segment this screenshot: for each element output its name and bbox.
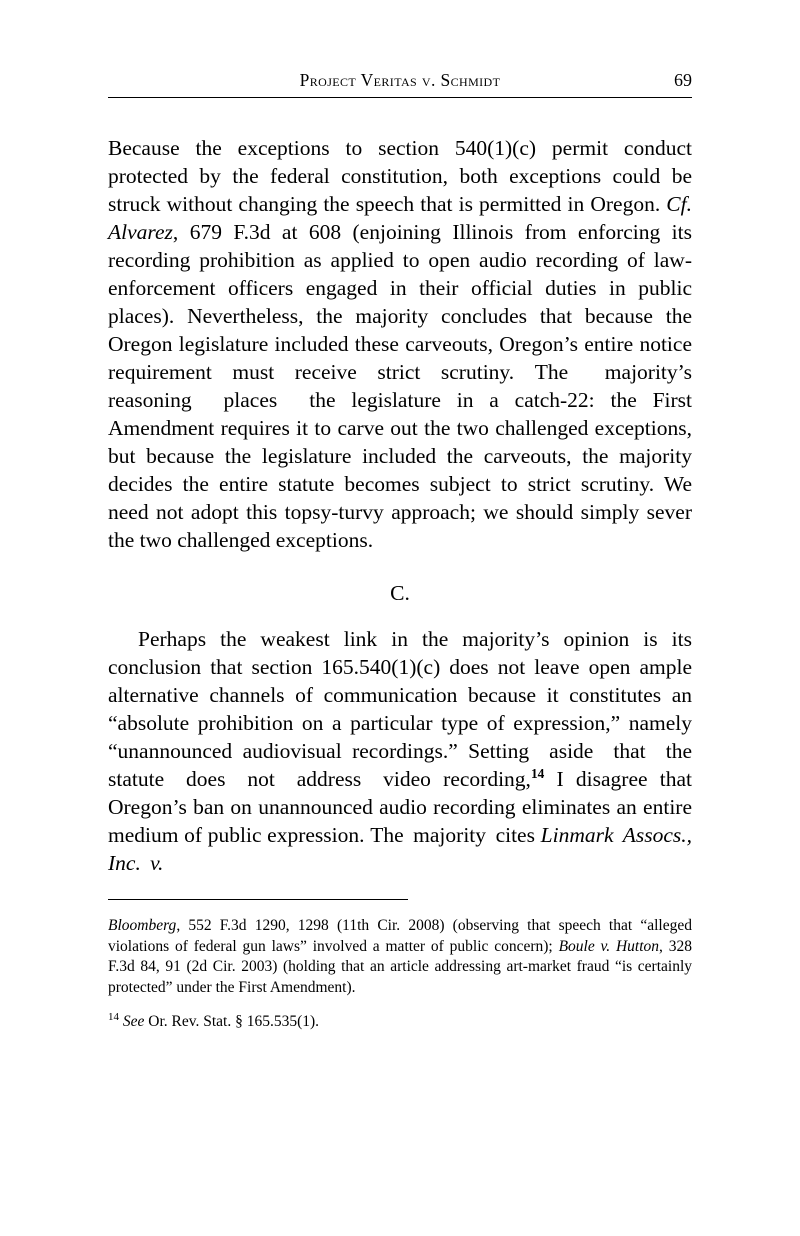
footnote-continued-text-b: , 552 F.3d 1290, 1298 (11th Cir. 2008) (observing that speech that “alleged violations of federal gun laws” involved a matter of public concern); xyxy=(108,917,692,955)
running-title: Project Veritas v. Schmidt xyxy=(299,70,501,90)
footnote-14-number: 14 xyxy=(108,1011,119,1024)
footnote-case-boule: Boule v. Hutton xyxy=(558,937,660,955)
paragraph-2-segment-c: recording, xyxy=(443,767,531,791)
footnote-14-text: Or. Rev. Stat. § 165.535(1). xyxy=(144,1013,320,1031)
case-citation-linmark: Linmark Assocs., Inc. v. xyxy=(108,823,692,875)
body-text xyxy=(108,134,692,877)
page-number: 69 xyxy=(674,70,692,90)
paragraph-1 xyxy=(108,134,692,554)
paragraph-1-segment-c: , 679 F.3d at 608 (enjoining Illinois from enforcing its recording prohibition as applied to open audio recording of law-enforcement officers engaged in their official duties in public places). Nevertheless, the majority concludes that because the Oregon legislature included these carveouts, Oregon’s entire notice requirement must receive strict scrutiny. xyxy=(108,220,692,384)
paragraph-1-segment-e: legislature in a catch-22: the First Amendment requires it to carve out the two challenged exceptions, but because the legislature included the carveouts, the majority decides the entire statute becomes subject to strict scrutiny. We need not adopt this topsy-turvy approach; we should simply sever the two challenged exceptions. xyxy=(108,388,693,552)
paragraph-2-segment-e: I disagree that Oregon’s ban on unannounced audio recording eliminates an entire medium of public expression. xyxy=(108,767,693,847)
page-content xyxy=(108,70,692,1033)
footnote-14-signal: See xyxy=(122,1013,145,1031)
paragraph-2 xyxy=(108,625,692,877)
footnote-continued-text-d: , 328 F.3d 84, 91 (2d Cir. 2003) (holding that an article addressing art-market fraud “is certainly protected” under the First Amendment). xyxy=(108,937,692,996)
footnote-14 xyxy=(108,1012,692,1033)
paragraph-1-segment-d: The majority’s reasoning places the xyxy=(108,360,692,412)
section-label: C. xyxy=(390,581,410,605)
page-header xyxy=(108,70,692,98)
footnote-continued xyxy=(108,916,692,998)
footnote-reference-14: 14 xyxy=(530,765,545,781)
paragraph-2-segment-a: Perhaps the weakest link in the majority’s opinion is its conclusion that section 165.540(1)(c) does not leave open ample alternative channels of communication because it constitutes an “absolute prohibition on a particular type of expression,” namely “unannounced audiovisual recordings.” xyxy=(108,627,692,763)
paragraph-2-segment-b: Setting aside that the statute does not address video xyxy=(108,739,692,791)
footnote-area xyxy=(108,916,692,1033)
footnote-separator-rule xyxy=(108,899,408,900)
paragraph-1-segment-a: Because the exceptions to section 540(1)(c) permit conduct protected by the federal constitution, both exceptions could be struck without changing the speech that is permitted in Oregon. xyxy=(108,136,692,216)
paragraph-2-segment-f: The majority cites xyxy=(370,823,535,847)
case-citation-alvarez: Cf. Alvarez xyxy=(108,192,692,244)
footnote-case-bloomberg: Bloomberg xyxy=(108,917,177,935)
